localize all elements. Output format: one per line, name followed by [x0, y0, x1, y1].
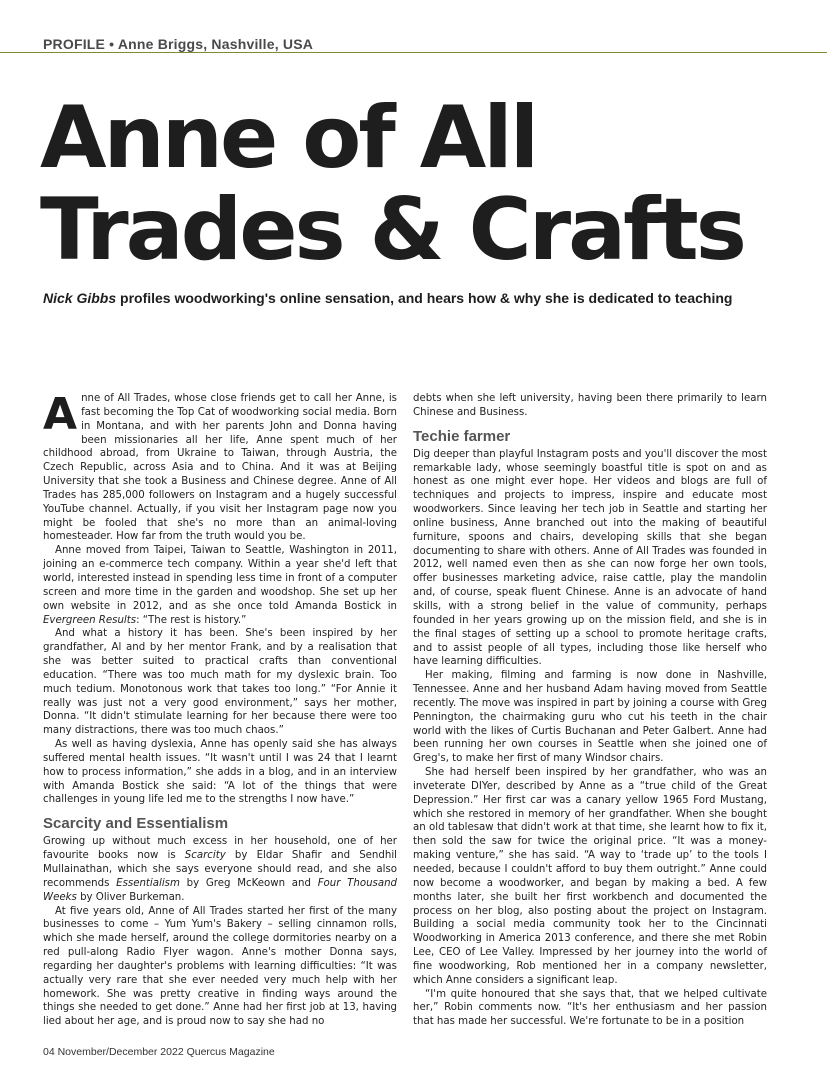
body-paragraph: At five years old, Anne of All Trades started her first of the many businesses to come – Yum Yum's Bakery – selling cinnamon rolls, which she made herself, around the college dormitories nearby on a red pull-along Radio Flyer wagon. Anne's mother Donna says, regarding her daughter's problems with learning difficulties: “It was actually very rare that she ever needed very much help with her homework. She was pretty creative in finding ways around the things she needed to get done.” Anne had her first job at 13, having lied about her age, and is proud now to say she had no [43, 905, 397, 1028]
drop-cap: A [43, 389, 78, 440]
body-paragraph: She had herself been inspired by her grandfather, who was an inveterate DIYer, described by Anne as a “true child of the Great Depression.” Her first car was a canary yellow 1965 Ford Mustang, which she restored in memory of her grandfather. When she bought an old tablesaw that didn't work at that time, she learnt how to fix it, then sold the saw for twice the original price. “It was a money-making venture,” she has said. “A way to ‘trade up’ to the tools I needed, because I couldn't afford to buy them outright.” Anne could now become a woodworker, and began by making a bed. A few months later, she built her first workbench and documented the process on her blog, also posting about the project on Instagram. Building a social media community took her to the Cincinnati Woodworking in America 2013 conference, and there she met Robin Lee, CEO of Lee Valley. Impressed by her journey into the world of fine woodworking, Rob mentioned her in a company newsletter, which Anne considers a significant leap. [413, 767, 767, 986]
article-headline [40, 88, 744, 280]
subheading-scarcity: Scarcity and Essentialism [43, 815, 229, 833]
body-paragraph: Growing up without much excess in her household, one of her favourite books now is Scarcity by Eldar Shafir and Sendhil Mullainathan, which she says everyone should read, and she also recommends Essentialism by Greg McKeown and Four Thousand Weeks by Oliver Burkeman. [43, 836, 398, 903]
body-paragraph: As well as having dyslexia, Anne has openly said she has always suffered mental health issues. “It wasn't until I was 24 that I learnt how to process information,” she adds in a blog, and in an interview with Amanda Bostick she said: “A lot of the things that were challenges in young life led me to the strengths I now have.” [43, 739, 397, 806]
header-rule [0, 52, 827, 53]
standfirst-author: Nick Gibbs [43, 290, 117, 306]
body-paragraph: Dig deeper than playful Instagram posts and you'll discover the most remarkable lady, whose seemingly boastful title is spot on and as honest as one might ever hope. Her videos and blogs are full of techniques and projects to impress, inspire and educate most woodworkers. Since leaving her tech job in Seattle and starting her online business, Anne branched out into the making of beautiful furniture, spoons and chairs, developing skills that she began documenting to share with others. Anne of All Trades was founded in 2012, well named even then as she can now forge her own tools, offer businesses marketing advice, raise cattle, play the mandolin and, of course, speak fluent Chinese. Anne is an advocate of hand skills, with a strong belief in the value of community, perhaps founded in her years growing up on the mission field, and she is in the final stages of setting up a school to promote heritage crafts, and to assist people of all types, including those like herself who have learning difficulties. [413, 448, 767, 668]
standfirst-text: profiles woodworking's online sensation, and hears how & why she is dedicated to teaching [116, 290, 733, 306]
standfirst [43, 290, 803, 306]
body-paragraph: debts when she left university, having been there primarily to learn Chinese and Business. [413, 393, 767, 418]
article-column-left [43, 389, 398, 1029]
body-paragraph: Anne of All Trades, whose close friends get to call her Anne, is fast becoming the Top Cat of woodworking social media. Born in Montana, and with her parents John and Donna having been missionaries all her life, Anne spent much of her childhood abroad, from Ukraine to Taiwan, through Austria, the Czech Republic, across Asia and to China. And it was at Beijing University that she took a Business and Chinese degree. Anne of All Trades has 285,000 followers on Instagram and a hugely successful YouTube channel. Actually, if you visit her Instagram page now you might be fooled that she's no more than an animal-loving homesteader. How far from the truth would you be. [43, 389, 397, 543]
body-paragraph: And what a history it has been. She's been inspired by her grandfather, Al and by her mentor Frank, and by a realisation that she was better suited to practical crafts than conventional education. “There was too much math for my dyslexic brain. Too much tedium. Monotonous work that takes too long.” “For Annie it really was just not a very good environment,” says her mother, Donna. “It didn't stimulate learning for her because there were too many distractions, there was too much chaos.” [43, 628, 397, 737]
body-paragraph: Anne moved from Taipei, Taiwan to Seattle, Washington in 2011, joining an e-commerce tech company. Within a year she'd left that world, interested instead in spending less time in front of a computer screen and more time in the garden and woodshop. She set up her own website in 2012, and as she once told Amanda Bostick in Evergreen Results: “The rest is history.” [43, 545, 397, 626]
headline-line-1: Anne of All [40, 88, 537, 188]
subheading-techie-farmer: Techie farmer [413, 427, 511, 445]
article-column-right [413, 392, 767, 1029]
body-paragraph: “I'm quite honoured that she says that, that we helped cultivate her,” Robin comments now. “It's her enthusiasm and her passion that has made her successful. We're fortunate to be in a position [413, 988, 767, 1028]
headline-line-2: Trades & Crafts [40, 180, 744, 280]
body-paragraph: Her making, filming and farming is now done in Nashville, Tennessee. Anne and her husband Adam having moved from Seattle recently. The move was inspired in part by joining a course with Greg Pennington, the chairmaking guru who cut his teeth in the chair world with the likes of Curtis Buchanan and Peter Galbert. Anne had been running her own courses in Seattle when she joined one of Greg's, to make her first of many Windsor chairs. [413, 670, 767, 765]
page-footer-folio: 04 November/December 2022 Quercus Magazine [43, 1046, 275, 1058]
section-kicker: PROFILE • Anne Briggs, Nashville, USA [43, 36, 314, 52]
